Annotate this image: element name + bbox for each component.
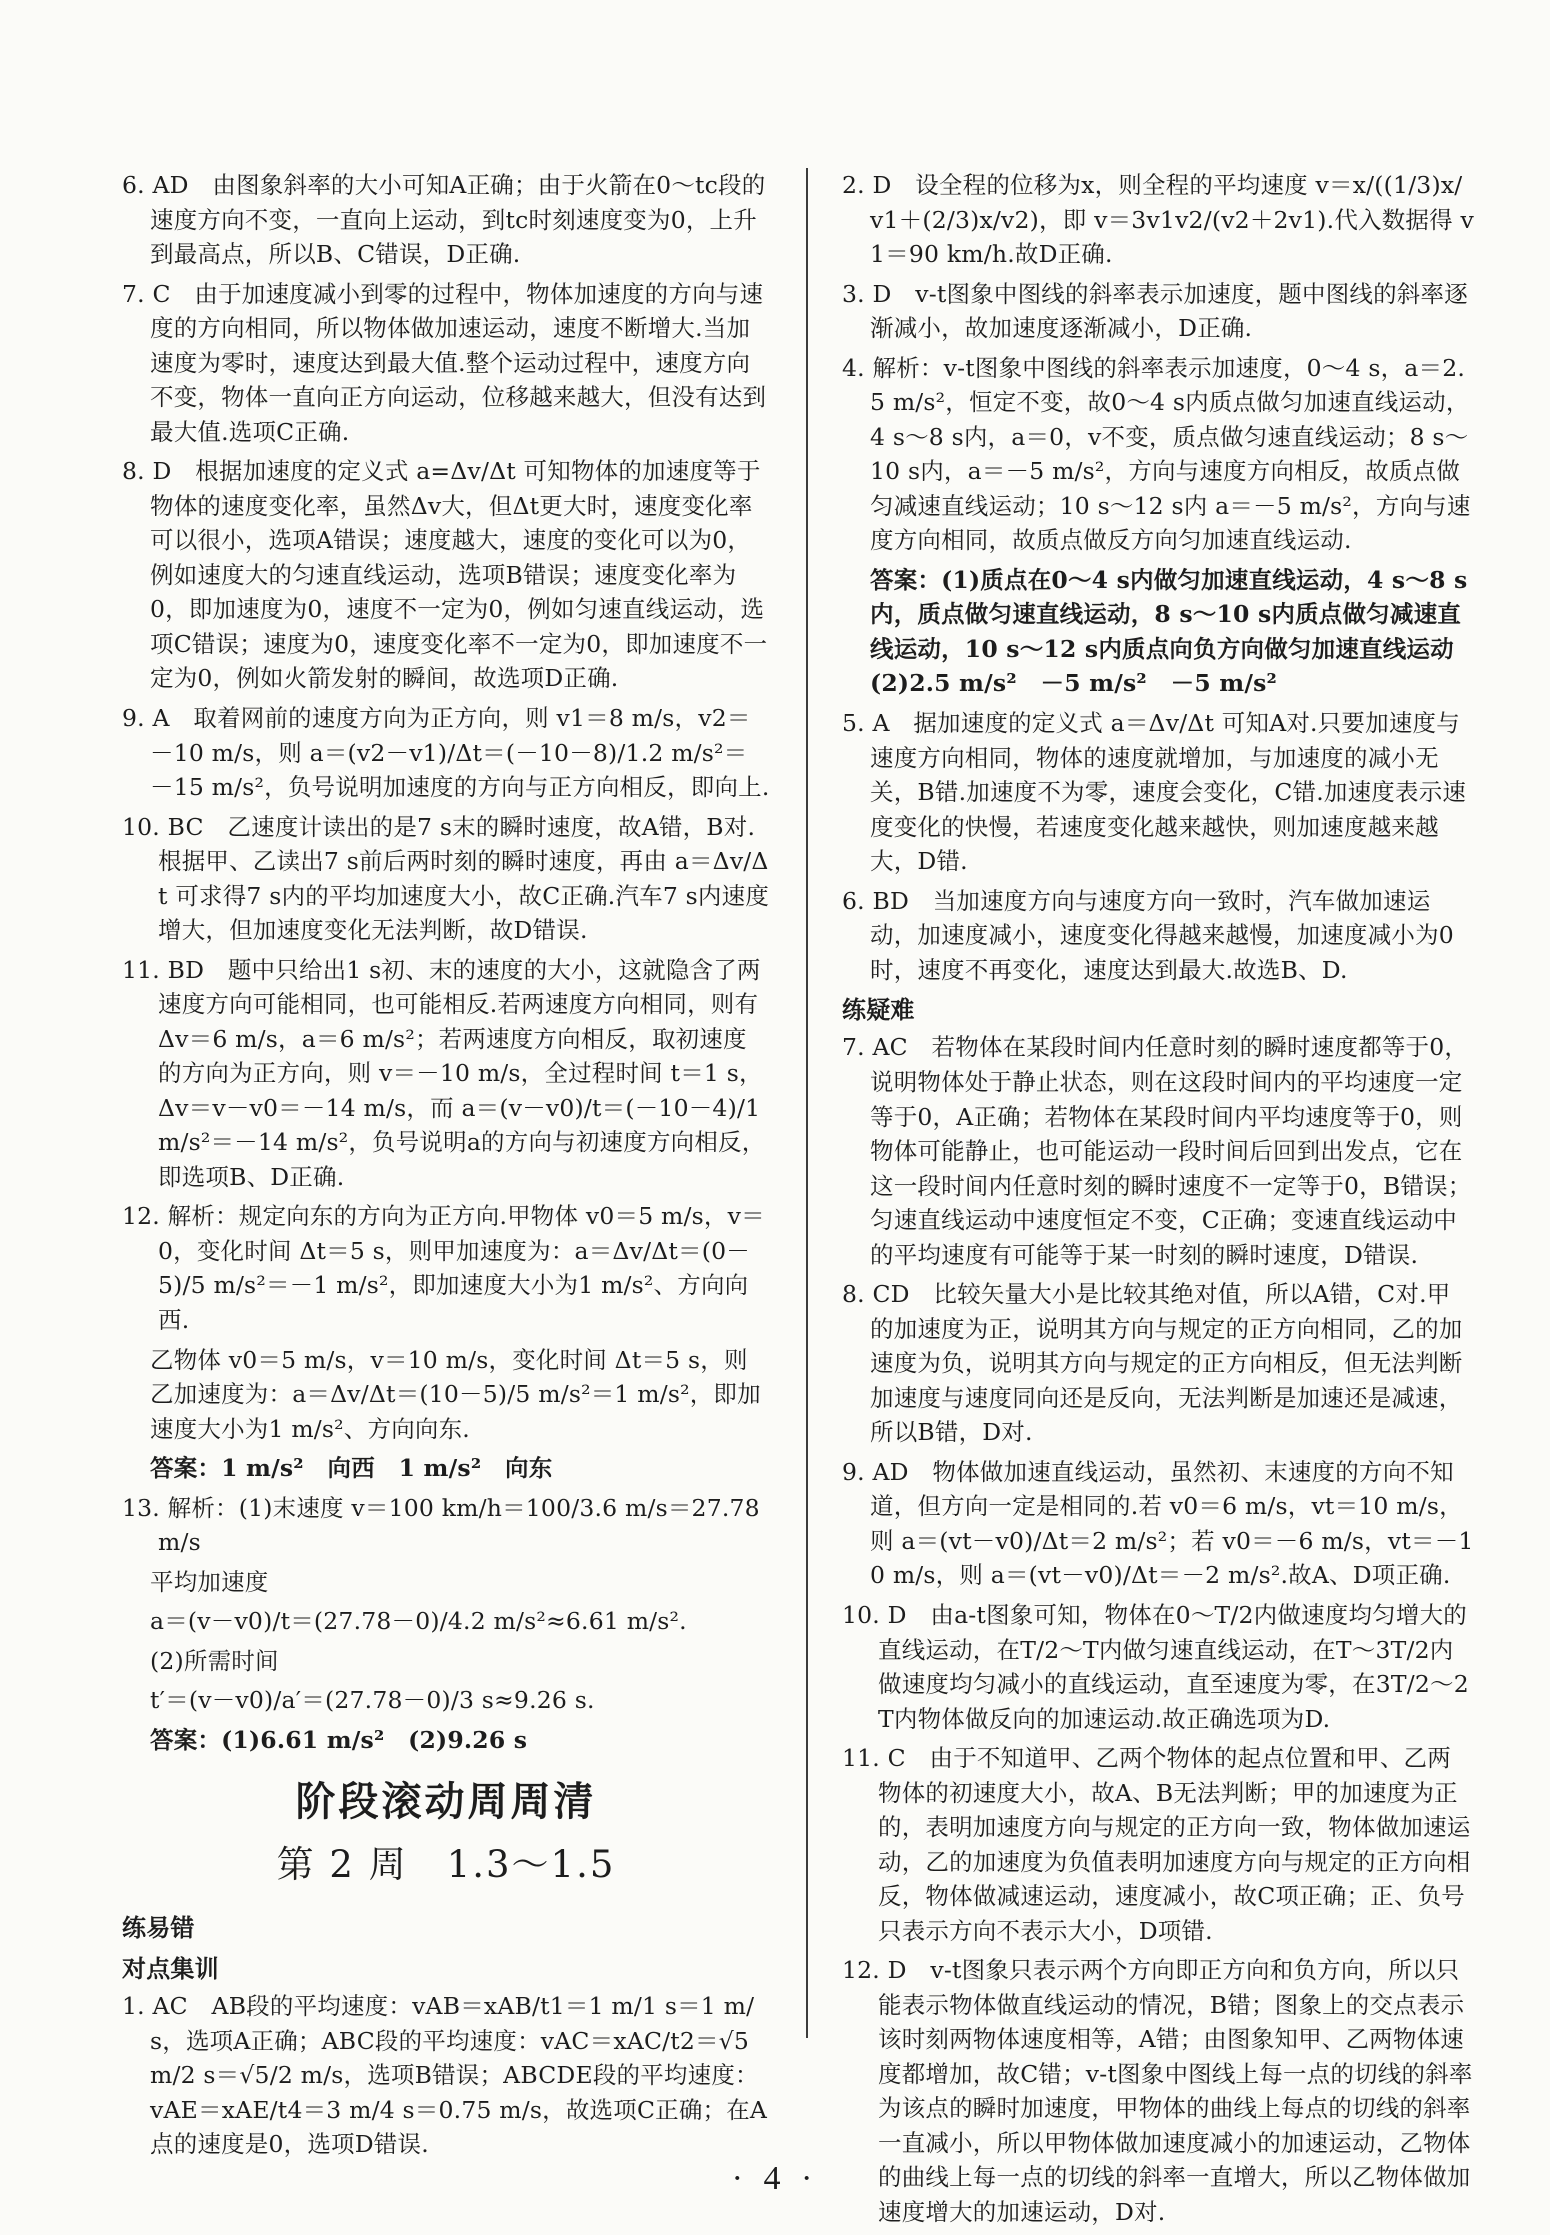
section-heading: 阶段滚动周周清: [295, 1779, 597, 1826]
answer-item-12b: 12. D v-t图象只表示两个方向即正方向和负方向，所以只能表示物体做直线运动的情况，B错；图象上的交点表示该时刻两物体速度相等，A错；由图象知甲、乙两物体速度都增加，故C错；v-t图象中图线上每一点的切线的斜率为该点的瞬时加速度，甲物体的曲线上每点的切线的斜率一直减小，所以甲物体做加速度减小的加速运动，乙物体的曲线上每一点的切线的斜率一直增大，所以乙物体做加速度增大的加速运动，D对.: [842, 1956, 1473, 2227]
answer-item-12: 12. 解析：规定向东的方向为正方向.甲物体 v0＝5 m/s，v＝0，变化时间 Δt＝5 s，则甲加速度为：a＝Δv/Δt＝(0－5)/5 m/s²＝－1 m/s²，即加速度大小为1 m/s²、方向向西.: [122, 1202, 765, 1334]
answer-item-6b: 6. BD 当加速度方向与速度方向一致时，汽车做加速运动，加速度减小，速度变化得越来越慢，加速度减小为0时，速度不再变化，速度达到最大.故选B、D.: [842, 886, 1454, 984]
answer-item-4: 4. 解析：v-t图象中图线的斜率表示加速度，0～4 s，a＝2.5 m/s²，恒定不变，故0～4 s内质点做匀加速直线运动，4 s～8 s内，a＝0，v不变，质点做匀速直线运动；8 s～10 s内，a＝－5 m/s²，方向与速度方向相反，故质点做匀减速直线运动；10 s～12 s内 a＝－5 m/s²，方向与速度方向相同，故质点做反方向匀加速直线运动.: [842, 353, 1471, 555]
answer-item-9b: 9. AD 物体做加速直线运动，虽然初、末速度的方向不知道，但方向一定是相同的.若 v0＝6 m/s，vt＝10 m/s，则 a＝(vt－v0)/Δt＝2 m/s²；若 v0＝－6 m/s，vt＝－10 m/s，则 a＝(vt－v0)/Δt＝－2 m/s².故A、D项正确.: [842, 1457, 1474, 1590]
week-subheading: 第 2 周 1.3～1.5: [276, 1843, 616, 1887]
answer-item-8: 8. D 根据加速度的定义式 a=Δv/Δt 可知物体的加速度等于物体的速度变化率，虽然Δv大，但Δt更大时，速度变化率可以很小，选项A错误；速度越大，速度的变化可以为0，例如速度大的匀速直线运动，选项B错误；速度变化率为0，即加速度为0，速度不一定为0，例如匀速直线运动，选项C错误；速度为0，速度变化率不一定为0，即加速度不一定为0，例如火箭发射的瞬间，故选项D正确.: [122, 457, 768, 693]
answer-item-3: 3. D v-t图象中图线的斜率表示加速度，题中图线的斜率逐渐减小，故加速度逐渐减小，D正确.: [842, 279, 1468, 343]
answer-item-13-line4: t′＝(v－v0)/a′＝(27.78－0)/3 s≈9.26 s.: [150, 1686, 595, 1715]
answer-item-6: 6. AD 由图象斜率的大小可知A正确；由于火箭在0～tc段的速度方向不变，一直向上运动，到tc时刻速度变为0，上升到最高点，所以B、C错误，D正确.: [122, 171, 766, 269]
column-divider: [806, 168, 808, 2038]
answer-item-7b: 7. AC 若物体在某段时间内任意时刻的瞬时速度都等于0，说明物体处于静止状态，则在这段时间内的平均速度一定等于0，A正确；若物体在某段时间内平均速度等于0，则物体可能静止，也可能运动一段时间后回到出发点，它在这一段时间内任意时刻的瞬时速度不一定等于0，B错误；匀速直线运动中速度恒定不变，C正确；变速直线运动中的平均速度有可能等于某一时刻的瞬时速度，D错误.: [842, 1033, 1472, 1269]
left-column: [122, 168, 770, 2167]
section-label-targeted-training: 对点集训: [122, 1954, 219, 1983]
answer-item-11b: 11. C 由于不知道甲、乙两个物体的起点位置和甲、乙两物体的初速度大小，故A、B无法判断；甲的加速度为正的，表明加速度方向与规定的正方向一致，物体做加速运动，乙的加速度为负值表明加速度方向与规定的正方向相反，物体做减速运动，速度减小，故C项正确；正、负号只表示方向不表示大小，D项错.: [842, 1744, 1471, 1945]
answer-item-7: 7. C 由于加速度减小到零的过程中，物体加速度的方向与速度的方向相同，所以物体做加速运动，速度不断增大.当加速度为零时，速度达到最大值.整个运动过程中，速度方向不变，物体一直向正方向运动，位移越来越大，但没有达到最大值.选项C正确.: [122, 279, 767, 446]
answer-item-4-answer: 答案：(1)质点在0～4 s内做匀加速直线运动，4 s～8 s内，质点做匀速直线运动，8 s～10 s内质点做匀减速直线运动，10 s～12 s内质点向负方向做匀加速直线运动 (2)2.5 m/s² －5 m/s² －5 m/s²: [870, 565, 1478, 698]
section-label-difficult: 练疑难: [842, 996, 915, 1025]
answer-item-5: 5. A 据加速度的定义式 a＝Δv/Δt 可知A对.只要加速度与速度方向相同，物体的速度就增加，与加速度的减小无关，B错.加速度不为零，速度会变化，C错.加速度表示速度变化的快慢，若速度变化越来越快，则加速度越来越大，D错.: [842, 708, 1467, 876]
answer-item-1: 1. AC AB段的平均速度：vAB＝xAB/t1＝1 m/1 s＝1 m/s，选项A正确；ABC段的平均速度：vAC＝xAC/t2＝√5 m/2 s＝√5/2 m/s，选项B错误；ABCDE段的平均速度：vAE＝xAE/t4＝3 m/4 s＝0.75 m/s，故选项C正确；在A点的速度是0，选项D错误.: [122, 1992, 768, 2159]
right-column: [842, 168, 1478, 2235]
page-number: · 4 ·: [731, 2160, 819, 2197]
answer-item-13: 13. 解析：(1)末速度 v＝100 km/h＝100/3.6 m/s＝27.78 m/s: [122, 1493, 760, 1557]
answer-item-12-answer: 答案：1 m/s² 向西 1 m/s² 向东: [150, 1454, 553, 1483]
answer-item-13-line2: a＝(v－v0)/t＝(27.78－0)/4.2 m/s²≈6.61 m/s².: [150, 1607, 687, 1636]
answer-item-13-line1: 平均加速度: [150, 1567, 269, 1596]
answer-item-2: 2. D 设全程的位移为x，则全程的平均速度 v＝x/((1/3)x/v1＋(2/3)x/v2)，即 v＝3v1v2/(v2＋2v1).代入数据得 v1＝90 km/h.故D正确.: [842, 171, 1474, 269]
answer-item-11: 11. BD 题中只给出1 s初、末的速度的大小，这就隐含了两速度方向可能相同，也可能相反.若两速度方向相同，则有 Δv＝6 m/s，a＝6 m/s²；若两速度方向相反，取初速度的方向为正方向，则 v＝－10 m/s，全过程时间 t＝1 s，Δv＝v－v0＝－14 m/s，而 a＝(v－v0)/t＝(－10－4)/1 m/s²＝－14 m/s²，负号说明a的方向与初速度方向相反，即选项B、D正确.: [122, 955, 766, 1191]
answer-item-12-part2: 乙物体 v0＝5 m/s，v＝10 m/s，变化时间 Δt＝5 s，则乙加速度为：a＝Δv/Δt＝(10－5)/5 m/s²＝1 m/s²，即加速度大小为1 m/s²、方向向东.: [150, 1345, 761, 1443]
answer-item-10b: 10. D 由a-t图象可知，物体在0～T/2内做速度均匀增大的直线运动，在T/2～T内做匀速直线运动，在T～3T/2内做速度均匀减小的直线运动，直至速度为零，在3T/2～2T内物体做反向的加速运动.故正确选项为D.: [842, 1600, 1469, 1733]
answer-item-8b: 8. CD 比较矢量大小是比较其绝对值，所以A错，C对.甲的加速度为正，说明其方向与规定的正方向相同，乙的加速度为负，说明其方向与规定的正方向相反，但无法判断加速度与速度同向还是反向，无法判断是加速还是减速，所以B错，D对.: [842, 1280, 1463, 1447]
section-label-practice-errors: 练易错: [122, 1913, 195, 1942]
answer-item-13-answer: 答案：(1)6.61 m/s² (2)9.26 s: [150, 1725, 528, 1754]
answer-item-9: 9. A 取着网前的速度方向为正方向，则 v1＝8 m/s，v2＝－10 m/s，则 a＝(v2－v1)/Δt＝(－10－8)/1.2 m/s²＝－15 m/s²，负号说明加速度的方向与正方向相反，即向上.: [122, 703, 770, 802]
answer-item-10: 10. BC 乙速度计读出的是7 s末的瞬时速度，故A错，B对.根据甲、乙读出7 s前后两时刻的瞬时速度，再由 a＝Δv/Δt 可求得7 s内的平均加速度大小，故C正确.汽车7 s内速度增大，但加速度变化无法判断，故D错误.: [122, 812, 770, 945]
answer-item-13-line3: (2)所需时间: [150, 1646, 279, 1675]
